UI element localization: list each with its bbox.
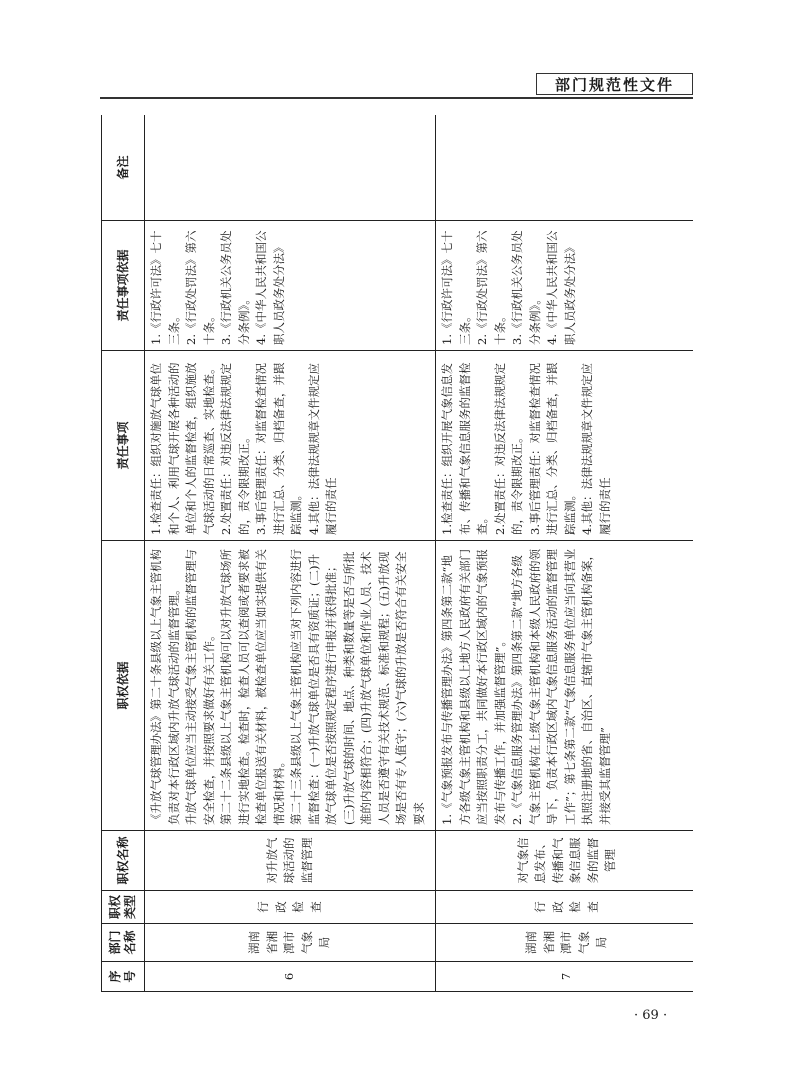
table-row	[436, 115, 694, 992]
duty-item: 4.其他：法律法规规章文件规定应履行的责任	[580, 363, 612, 535]
row-name: 对升放气球活动的监督管理	[145, 831, 436, 891]
row-type: 行政检查	[145, 891, 436, 924]
duty-basis-item: 3.《行政机关公务员处分条例》。	[510, 230, 542, 345]
col-header-name: 职权名称	[102, 831, 145, 891]
table-container	[101, 115, 693, 992]
duty-basis-item: 1.《行政许可法》七十三条。	[149, 230, 181, 345]
basis-paragraph: 2.《气象信息服务管理办法》第四条第二款“地方各级气象主管机构在上级气象主管机构和本级人民政府的领导下，负责本行政区域内气象信息服务活动的监督管理工作”；第七条第二款“气象信息服务单位应当向其营业执照注册地的省、自治区、直辖市气象主管机构备案，并接受其监督管理”	[510, 548, 612, 825]
row-name: 对气象信息发布、传播和气象信息服务的监督管理	[436, 831, 694, 891]
duty-basis-item: 4.《中华人民共和国公职人员政务处分法》	[545, 230, 577, 345]
basis-paragraph: 升放气球单位应当主动接受气象主管机构的监督管理与安全检查，并按照要求做好有关工作。	[184, 549, 216, 825]
col-header-basis: 职权依据	[102, 541, 145, 831]
table-row	[145, 115, 436, 992]
duty-item: 1.检查责任：组织对施放气球单位和个人、利用气球开展各种活动的单位和个人的监督检查，组织施放气球活动的日常巡查、实地检查。	[149, 362, 216, 535]
page-number: · 69 ·	[634, 1008, 668, 1023]
row-duties	[145, 351, 436, 541]
col-header-duties: 责任事项	[102, 351, 145, 541]
row-basis	[436, 541, 694, 831]
duty-item: 3.事后管理责任：对监督检查情况进行汇总、分类、归档备查，并跟踪监测。	[254, 362, 303, 535]
basis-paragraph: 1.《气象预报发布与传播管理办法》第四条第二款“地方各级气象主管机构和县级以上地方人民政府有关部门应当按照职责分工，共同做好本行政区域内的气象预报发布与传播工作，并加强监督管理”。	[440, 549, 507, 825]
rotated-table-frame	[101, 115, 693, 992]
row-no: 6	[145, 962, 436, 992]
col-header-remark: 备注	[102, 115, 145, 221]
row-dept: 湖南省湘潭市气象局	[436, 924, 694, 962]
duty-item: 2.处置责任：对违反法律法规规定的，责令限期改正。	[219, 363, 251, 535]
duty-basis-item: 1.《行政许可法》七十三条。	[440, 230, 472, 345]
duty-basis-item: 2.《行政处罚法》第六十条。	[184, 230, 216, 345]
duty-item: 3.事后管理责任：对监督检查情况进行汇总、分类、归档备查，并跟踪监测。	[527, 362, 577, 535]
basis-paragraph: 《升放气球管理办法》第二十条县级以上气象主管机构负责对本行政区域内升放气球活动的监督管理。	[149, 549, 181, 825]
duty-basis-item: 3.《行政机关公务员处分条例》。	[219, 230, 251, 345]
header-section-title: 部门规范性文件	[536, 73, 693, 95]
row-type: 行政检查	[436, 891, 694, 924]
duty-item: 4.其他：法律法规规章文件规定应履行的责任	[306, 363, 338, 535]
header-rule	[100, 97, 693, 99]
row-dept: 湖南省湘潭市气象局	[145, 924, 436, 962]
row-duties	[436, 351, 694, 541]
basis-paragraph: 第二十三条县级以上气象主管机构应当对下列内容进行监督检查：(一)升放气球单位是否具有资质证；(二)升放气球单位是否按照规定程序进行申报并获得批准；(三)升放气球的时间、地点、种类和数量等是否与所批准的内容相符合；(四)升放气球单位和作业人员、技术人员是否遵守有关技术规范、标准和规程；(五)升放现场是否有专人值守；(六)气球的升放是否符合有关安全要求	[289, 549, 426, 825]
col-header-no: 序号	[102, 962, 145, 992]
col-header-duty-basis: 责任事项依据	[102, 221, 145, 351]
row-remark	[145, 115, 436, 221]
row-basis	[145, 541, 436, 831]
table-header-row	[102, 115, 145, 992]
row-no: 7	[436, 962, 694, 992]
row-duty-basis	[145, 221, 436, 351]
col-header-dept: 部门名称	[102, 924, 145, 962]
row-duty-basis	[436, 221, 694, 351]
duty-basis-item: 2.《行政处罚法》第六十条。	[475, 230, 507, 345]
duty-item: 1.检查责任：组织开展气象信息发布、传播和气象信息服务的监督检查。	[440, 362, 489, 535]
duty-basis-item: 4.《中华人民共和国公职人员政务处分法》	[254, 230, 286, 345]
basis-paragraph: 第二十二条县级以上气象主管机构可以对升放气球场所进行实地检查。检查时，检查人员可以查阅或者要求被检查单位报送有关材料，被检查单位应当如实提供有关情况和材料。	[219, 549, 286, 825]
duty-item: 2.处置责任：对违反法律法规规定的，责令限期改正。	[492, 363, 524, 535]
row-remark	[436, 115, 694, 221]
col-header-type: 职权类型	[102, 891, 145, 924]
authority-table	[101, 115, 693, 992]
